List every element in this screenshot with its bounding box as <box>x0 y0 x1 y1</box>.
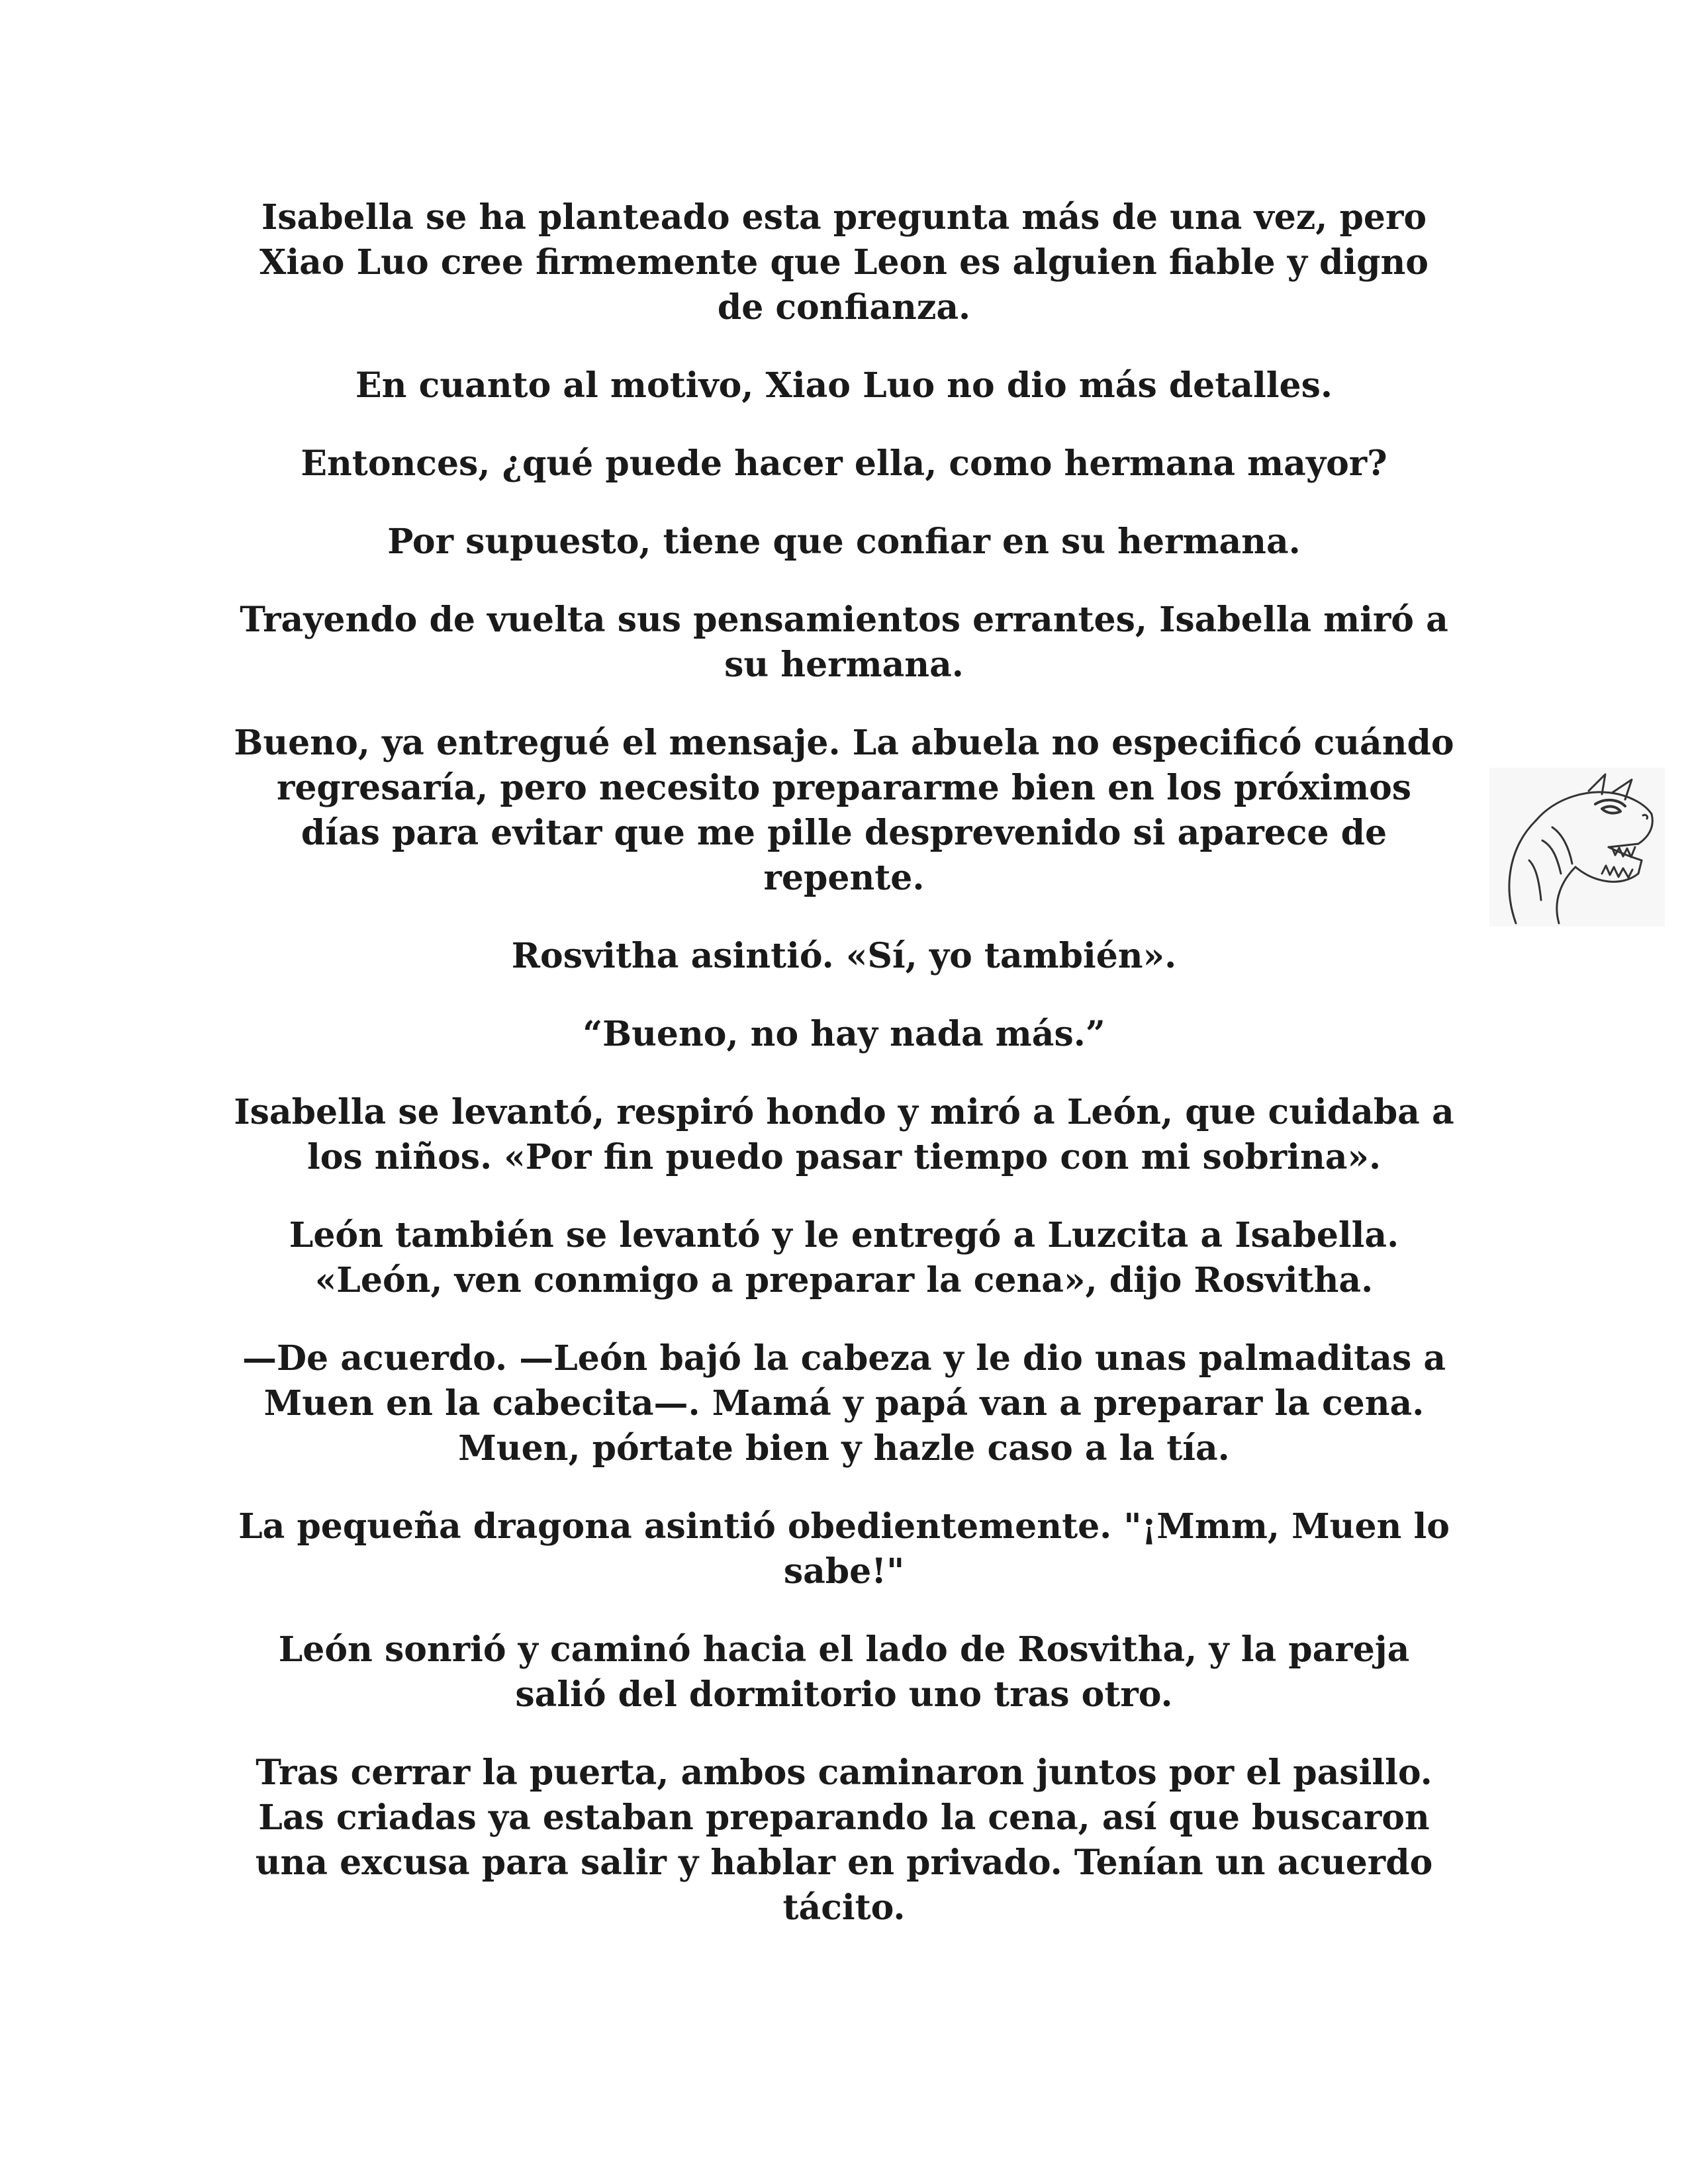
paragraph-13: León sonrió y caminó hacia el lado de Rosvitha, y la pareja salió del dormitorio uno tras otro. <box>278 1629 1410 1715</box>
paragraph-7: Rosvitha asintió. «Sí, yo también». <box>511 936 1177 976</box>
paragraph-1: Isabella se ha planteado esta pregunta más de una vez, pero Xiao Luo cree firmemente que Leon es alguien fiable y digno de confianza. <box>259 197 1429 328</box>
paragraph-5: Trayendo de vuelta sus pensamientos errantes, Isabella miró a su hermana. <box>240 600 1448 685</box>
document-body <box>232 195 1456 1964</box>
paragraph-10: León también se levantó y le entregó a Luzcita a Isabella. «León, ven conmigo a preparar la cena», dijo Rosvitha. <box>289 1215 1399 1300</box>
paragraph-9: Isabella se levantó, respiró hondo y miró a León, que cuidaba a los niños. «Por fin puedo pasar tiempo con mi sobrina». <box>234 1092 1454 1177</box>
dragon-head-sketch-icon <box>1489 768 1665 927</box>
paragraph-2: En cuanto al motivo, Xiao Luo no dio más detalles. <box>355 365 1333 406</box>
paragraph-14: Tras cerrar la puerta, ambos caminaron juntos por el pasillo. Las criadas ya estaban preparando la cena, así que buscaron una excusa para salir y hablar en privado. Tenían un acuerdo tácito. <box>255 1752 1433 1928</box>
paragraph-3: Entonces, ¿qué puede hacer ella, como hermana mayor? <box>301 443 1387 484</box>
paragraph-4: Por supuesto, tiene que confiar en su hermana. <box>387 522 1301 562</box>
paragraph-12: La pequeña dragona asintió obedientemente. "¡Mmm, Muen lo sabe!" <box>238 1506 1450 1592</box>
paragraph-8: “Bueno, no hay nada más.” <box>583 1014 1105 1054</box>
paragraph-6: Bueno, ya entregué el mensaje. La abuela no especificó cuándo regresaría, pero necesito prepararme bien en los próximos días para evitar que me pille desprevenido si aparece de repente. <box>234 723 1454 898</box>
paragraph-11: —De acuerdo. —León bajó la cabeza y le dio unas palmaditas a Muen en la cabecita—. Mamá y papá van a preparar la cena. Muen, pórtate bien y hazle caso a la tía. <box>242 1338 1446 1469</box>
